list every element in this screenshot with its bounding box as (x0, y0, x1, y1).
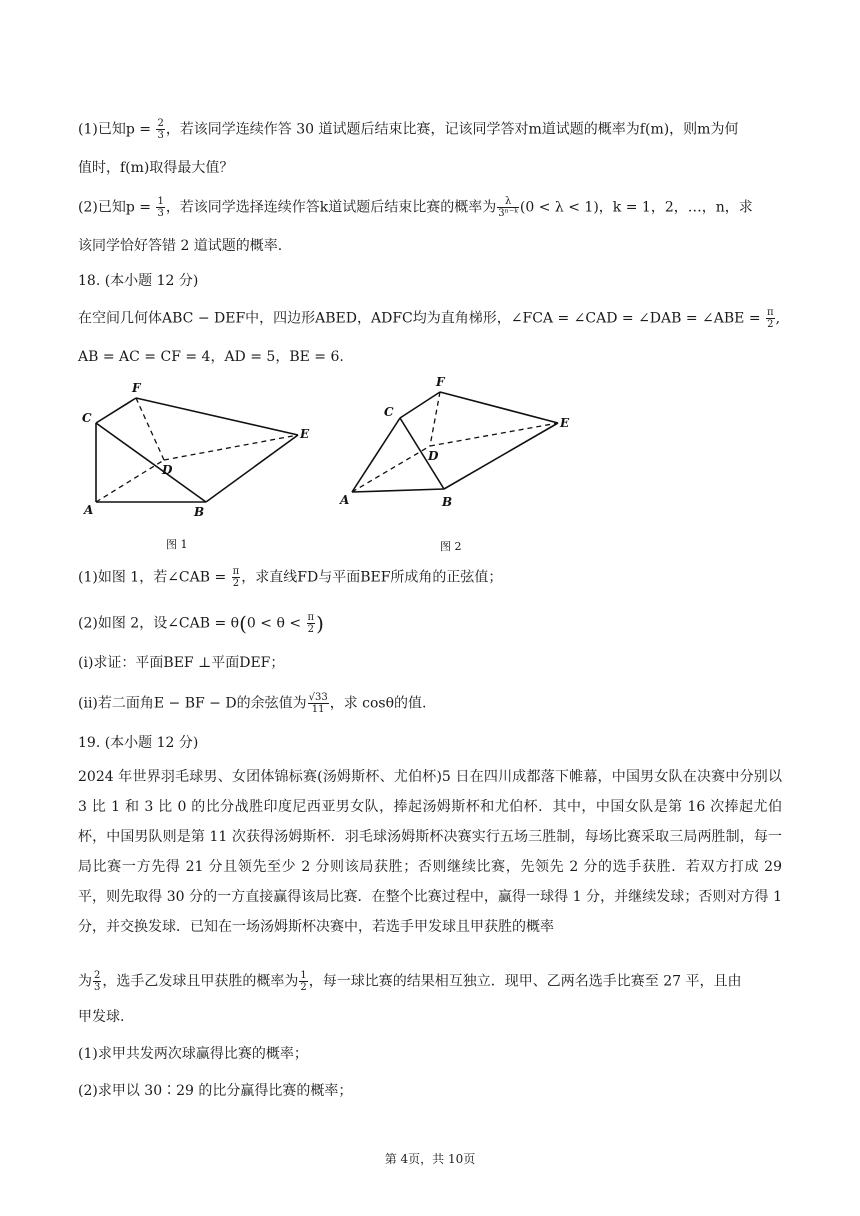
q18-stem-line2: AB = AC = CF = 4，AD = 5，BE = 6. (78, 349, 344, 365)
label-A: A (340, 493, 350, 507)
fraction (299, 970, 307, 993)
fraction-denominator: 2 (232, 578, 240, 589)
fraction-denominator: 2 (307, 624, 314, 635)
q17-part2-line2: 该同学恰好答错 2 道试题的概率. (78, 238, 283, 254)
q17-part2-line1 (78, 196, 753, 219)
edge-FE (136, 398, 298, 435)
fraction (497, 196, 519, 219)
fraction-denominator: 3 (157, 208, 164, 219)
edge-FE (440, 392, 558, 423)
fraction-numerator: π (307, 612, 315, 623)
fraction-numerator: 2 (157, 118, 164, 129)
fraction (307, 612, 316, 635)
fraction-denominator: 3ⁿ⁻ᵏ (498, 208, 518, 219)
figure-2 (336, 372, 596, 562)
edge-DE-dashed (164, 435, 298, 460)
q18-stem-line1 (78, 307, 780, 330)
fraction-numerator: π (767, 307, 774, 318)
fraction-numerator: π (232, 566, 240, 577)
q19-paragraph-line3: 甲发球. (78, 1009, 125, 1025)
fraction-denominator: 11 (311, 704, 325, 715)
edge-FD-dashed (430, 392, 440, 446)
q18-stem1-pre: 在空间几何体ABC − DEF中，四边形ABED，ADFC均为直角梯形，∠FCA = ∠CAD = ∠DAB = ∠ABE = (78, 310, 766, 327)
edge-AD-dashed (352, 446, 430, 492)
q17-part1-line2: 值时，f(m)取得最大值？ (78, 160, 234, 176)
fraction (766, 307, 775, 330)
q19-paragraph: 2024 年世界羽毛球男、女团体锦标赛(汤姆斯杯、尤伯杯)5 日在四川成都落下帷幕，中国男女队在决赛中分别以 3 比 1 和 3 比 0 的比分战胜印度尼西亚男女队，捧起汤姆斯杯和尤伯杯．其中，中国女队是第 16 次捧起尤伯杯，中国男队则是第 11 次获得汤姆斯杯．羽毛球汤姆斯杯决赛实行五场三胜制，每场比赛采取三局两胜制，每一局比赛一方先得 21 分且领先至少 2 分则该局获胜；否则继续比赛，先领先 2 分的选手获胜．若双方打成 29 平，则先取得 30 分的一方直接赢得该局比赛．在整个比赛过程中，赢得一球得 1 分，并继续发球；否则对方得 1 分，并交换发球．已知在一场汤姆斯杯决赛中，若选手甲发球且甲获胜的概率 (78, 769, 782, 935)
q17-part2-pre: (2)已知p = (78, 199, 156, 216)
figure-1 (74, 380, 334, 560)
fraction (93, 970, 101, 993)
q19-heading: 19. (本小题 12 分) (78, 735, 199, 751)
label-B: B (442, 495, 453, 509)
edge-CB (96, 423, 206, 502)
label-F: F (132, 381, 141, 395)
q19-part1: (1)求甲共发两次球赢得比赛的概率； (78, 1046, 308, 1062)
label-D: D (162, 463, 173, 477)
paren-open: ( (239, 611, 247, 636)
q18-part2-pre: (2)如图 2，设∠CAB = θ (78, 615, 240, 632)
q19-p2-post: ，每一球比赛的结果相互独立．现甲、乙两名选手比赛至 27 平，且由 (308, 973, 742, 990)
q18-part2-i: (i)求证：平面BEF ⊥平面DEF； (78, 655, 285, 671)
q18-stem1-post: , (775, 310, 781, 327)
q18-part2 (78, 612, 324, 635)
q17-part1-post: ，若该同学连续作答 30 道试题后结束比赛，记该同学答对m道试题的概率为f(m)，则m为何 (165, 121, 739, 138)
q19-paragraph-line2 (78, 970, 741, 993)
q18-part2-condition: 0 < θ < (246, 615, 306, 632)
fraction-denominator: 3 (94, 982, 101, 993)
q19-part2: (2)求甲以 30∶29 的比分赢得比赛的概率； (78, 1083, 353, 1099)
label-A: A (84, 503, 94, 517)
q17-part2-mid: ，若该同学选择连续作答k道试题后结束比赛的概率为 (165, 199, 497, 216)
fraction-numerator: λ (497, 196, 519, 208)
q18-part1-pre: (1)如图 1，若∠CAB = (78, 569, 231, 586)
label-C: C (384, 405, 394, 419)
page-footer: 第 4页，共 10页 (384, 1152, 476, 1166)
q18-heading: 18. (本小题 12 分) (78, 273, 199, 289)
fraction-numerator: √33 (308, 692, 328, 703)
label-E: E (300, 427, 310, 441)
figure-1-caption: 图 1 (166, 538, 188, 551)
edge-AD-dashed (96, 460, 164, 502)
fraction (156, 196, 164, 219)
q19-p2-pre: 为 (78, 973, 92, 990)
q18-part1-post: ，求直线FD与平面BEF所成角的正弦值； (241, 569, 503, 586)
fraction-denominator: 3 (157, 130, 164, 141)
fraction-numerator: 1 (300, 970, 307, 981)
label-E: E (560, 416, 570, 430)
q19-p2-mid: ，选手乙发球且甲获胜的概率为 (102, 973, 299, 990)
q17-part2-post: (0 < λ < 1)，k = 1，2，…，n，求 (519, 199, 753, 216)
label-B: B (194, 505, 205, 519)
fraction (308, 692, 329, 715)
edge-CA (352, 418, 400, 492)
q18-part2-ii-pre: (ii)若二面角E − BF − D的余弦值为 (78, 695, 307, 712)
figure-2-caption: 图 2 (440, 540, 462, 553)
fraction-denominator: 2 (767, 319, 774, 330)
q17-part1-pre: (1)已知p = (78, 121, 156, 138)
edge-CF (400, 392, 440, 418)
edge-CF (96, 398, 136, 423)
label-F: F (436, 375, 445, 389)
edge-BE (206, 435, 298, 502)
edge-FD-dashed (136, 398, 164, 460)
fraction-denominator: 2 (300, 982, 307, 993)
fraction-numerator: 1 (157, 196, 164, 207)
edge-AB (352, 489, 444, 492)
fraction (232, 566, 241, 589)
label-D: D (428, 449, 439, 463)
q18-part1 (78, 566, 502, 589)
fraction (156, 118, 164, 141)
q17-part1-line1 (78, 118, 738, 141)
label-C: C (82, 411, 92, 425)
q18-part2-ii (78, 692, 427, 715)
paren-close: ) (316, 611, 324, 636)
fraction-numerator: 2 (94, 970, 101, 981)
q18-part2-ii-post: ，求 cosθ的值. (329, 695, 427, 712)
